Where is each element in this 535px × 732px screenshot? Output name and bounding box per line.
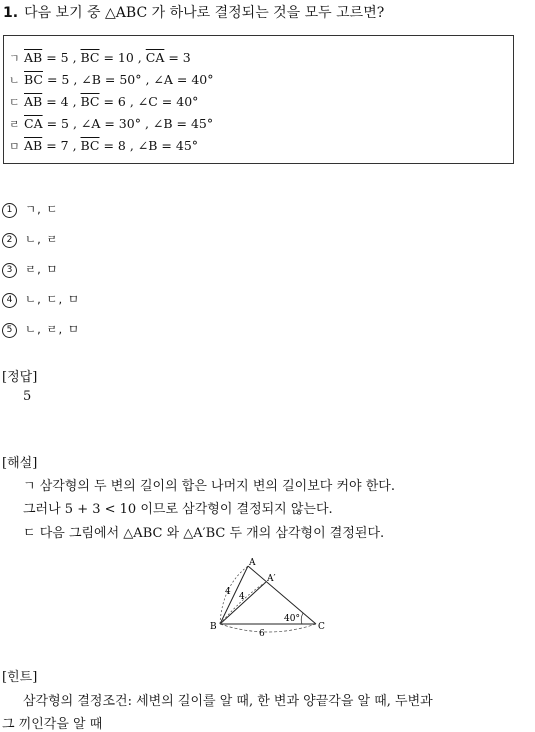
condition-text: = 10 ,: [99, 50, 146, 65]
choice-number-icon: 1: [2, 203, 17, 218]
side-ac: [248, 566, 316, 624]
choice-text: ㄴ, ㄹ: [25, 232, 59, 246]
condition-marker: ㄱ: [9, 52, 20, 65]
condition-row: [9, 116, 213, 132]
segment-name: $\overline{AB}$: [24, 138, 43, 153]
label-side-ab: 4: [225, 587, 231, 597]
choice-number-icon: 2: [2, 233, 17, 248]
arc-bc: [220, 624, 316, 632]
segment-name: $\overline{BC}$: [24, 72, 43, 87]
choice-option[interactable]: [2, 201, 59, 218]
label-angle-c: 40°: [284, 614, 300, 624]
angle-c-arc: [301, 613, 303, 624]
question-number: 1.: [3, 5, 19, 21]
condition-marker: ㄴ: [9, 74, 20, 87]
choice-number-icon: 4: [2, 293, 17, 308]
condition-text: = 5 , ∠B = 50° , ∠A = 40°: [42, 72, 214, 87]
condition-text: = 5 , ∠A = 30° , ∠B = 45°: [42, 116, 214, 131]
triangle-figure: [200, 556, 340, 638]
choice-text: ㄱ, ㄷ: [25, 202, 59, 216]
choice-option[interactable]: [2, 291, 80, 308]
condition-marker: ㄹ: [9, 118, 20, 131]
condition-text: = 7 ,: [42, 138, 81, 153]
label-a-prime: A′: [267, 574, 276, 584]
condition-text: = 8 , ∠B = 45°: [99, 138, 199, 153]
segment-name: $\overline{BC}$: [80, 138, 100, 153]
choice-text: ㄴ, ㄷ, ㅁ: [25, 292, 80, 306]
segment-name: $\overline{CA}$: [24, 116, 43, 131]
choice-option[interactable]: [2, 321, 80, 338]
question-title: [3, 2, 384, 22]
segment-name: $\overline{CA}$: [145, 50, 165, 65]
hint-line-2: 그 끼인각을 알 때: [2, 717, 103, 732]
segment-name: $\overline{AB}$: [24, 94, 43, 109]
condition-row: [9, 50, 191, 66]
answer-label: [정답]: [2, 370, 38, 385]
label-a: A: [249, 558, 256, 568]
label-c: C: [318, 622, 325, 632]
condition-marker: ㅁ: [9, 140, 20, 153]
explanation-line-1: ㄱ 삼각형의 두 변의 길이의 합은 나머지 변의 길이보다 커야 한다.: [23, 479, 395, 494]
condition-text: = 3: [164, 50, 191, 65]
segment-name: $\overline{BC}$: [80, 50, 100, 65]
hint-line-1: 삼각형의 결정조건: 세변의 길이를 알 때, 한 변과 양끝각을 알 때, 두변과: [23, 694, 433, 709]
choice-text: ㄹ, ㅁ: [25, 262, 59, 276]
condition-row: [9, 72, 214, 88]
choice-text: ㄴ, ㄹ, ㅁ: [25, 322, 80, 336]
condition-row: [9, 138, 198, 154]
label-side-bc: 6: [259, 629, 265, 638]
condition-row: [9, 94, 198, 110]
condition-marker: ㄷ: [9, 96, 20, 109]
explanation-line-3: ㄷ 다음 그림에서 △ABC 와 △A′BC 두 개의 삼각형이 결정된다.: [23, 526, 385, 541]
condition-text: = 4 ,: [42, 94, 81, 109]
choice-number-icon: 3: [2, 263, 17, 278]
condition-text: = 5 ,: [42, 50, 81, 65]
hint-label: [힌트]: [2, 670, 38, 685]
answer-value: 5: [23, 389, 32, 404]
question-text: 다음 보기 중 △ABC 가 하나로 결정되는 것을 모두 고르면?: [24, 5, 385, 21]
label-side-a2b: 4: [239, 592, 245, 602]
explanation-label: [해설]: [2, 456, 38, 471]
segment-name: $\overline{AB}$: [24, 50, 43, 65]
choice-number-icon: 5: [2, 323, 17, 338]
condition-text: = 6 , ∠C = 40°: [99, 94, 199, 109]
choice-option[interactable]: [2, 261, 59, 278]
choice-option[interactable]: [2, 231, 59, 248]
explanation-line-2: 그러나 5 + 3 < 10 이므로 삼각형이 결정되지 않는다.: [23, 502, 333, 517]
segment-name: $\overline{BC}$: [80, 94, 100, 109]
label-b: B: [210, 622, 217, 632]
